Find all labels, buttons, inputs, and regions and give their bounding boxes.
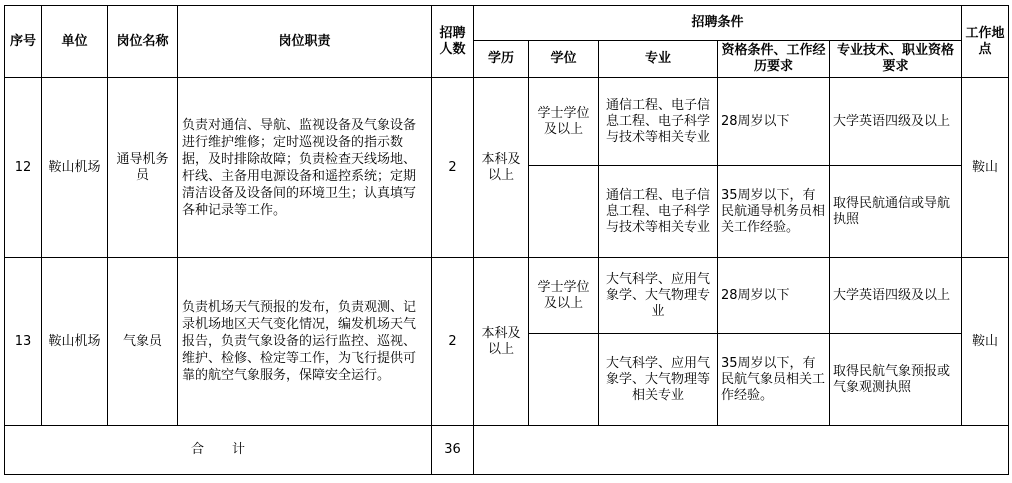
header-seq: 序号 (5, 6, 42, 78)
row-degree: 学士学位及以上 (529, 258, 599, 334)
total-count: 36 (432, 426, 474, 475)
row-degree: 学士学位及以上 (529, 78, 599, 166)
row-qualification: 28周岁以下 (718, 78, 830, 166)
row-seq: 13 (5, 258, 42, 426)
header-degree: 学位 (529, 41, 599, 78)
row-count: 2 (432, 258, 474, 426)
row-qualification: 35周岁以下，有民航通导机务员相关工作经验。 (718, 166, 830, 258)
row-unit: 鞍山机场 (42, 258, 108, 426)
row-post-name: 通导机务员 (108, 78, 178, 258)
total-empty (474, 426, 1009, 475)
total-label (5, 426, 432, 475)
row-major: 通信工程、电子信息工程、电子科学与技术等相关专业 (599, 166, 718, 258)
row-duty: 负责对通信、导航、监视设备及气象设备进行维护维修；定时巡视设备的指示数据，及时排除故障；负责检查天线场地、杆线、主备用电源设备和遥控系统；定期清洁设备及设备间的环境卫生；认真填写各种记录等工作。 (178, 78, 432, 258)
header-edu: 学历 (474, 41, 529, 78)
row-degree (529, 166, 599, 258)
row-location: 鞍山 (962, 78, 1009, 258)
header-unit: 单位 (42, 6, 108, 78)
row-major: 通信工程、电子信息工程、电子科学与技术等相关专业 (599, 78, 718, 166)
header-count: 招聘人数 (432, 6, 474, 78)
row-edu: 本科及以上 (474, 78, 529, 258)
row-major: 大气科学、应用气象学、大气物理等相关专业 (599, 334, 718, 426)
row-edu: 本科及以上 (474, 258, 529, 426)
header-duty: 岗位职责 (178, 6, 432, 78)
row-duty: 负责机场天气预报的发布，负责观测、记录机场地区天气变化情况，编发机场天气报告，负责气象设备的运行监控、巡视、维护、检修、检定等工作，为飞行提供可靠的航空气象服务，保障安全运行。 (178, 258, 432, 426)
row-qualification: 28周岁以下 (718, 258, 830, 334)
row-post-name: 气象员 (108, 258, 178, 426)
total-label-a: 合 (190, 442, 204, 457)
header-qualification: 资格条件、工作经历要求 (718, 41, 830, 78)
table-row (5, 78, 1009, 166)
header-location: 工作地点 (962, 6, 1009, 78)
header-conditions: 招聘条件 (474, 6, 962, 41)
row-unit: 鞍山机场 (42, 78, 108, 258)
row-count: 2 (432, 78, 474, 258)
header-post-name: 岗位名称 (108, 6, 178, 78)
row-major: 大气科学、应用气象学、大气物理专业 (599, 258, 718, 334)
recruitment-table (4, 5, 1009, 475)
header-major: 专业 (599, 41, 718, 78)
total-row (5, 426, 1009, 475)
table-row (5, 258, 1009, 334)
row-skills: 大学英语四级及以上 (830, 258, 962, 334)
row-location: 鞍山 (962, 258, 1009, 426)
row-qualification: 35周岁以下，有民航气象员相关工作经验。 (718, 334, 830, 426)
row-degree (529, 334, 599, 426)
header-skills: 专业技术、职业资格要求 (830, 41, 962, 78)
row-skills: 取得民航气象预报或气象观测执照 (830, 334, 962, 426)
row-seq: 12 (5, 78, 42, 258)
total-label-b: 计 (232, 442, 246, 457)
row-skills: 取得民航通信或导航执照 (830, 166, 962, 258)
row-skills: 大学英语四级及以上 (830, 78, 962, 166)
